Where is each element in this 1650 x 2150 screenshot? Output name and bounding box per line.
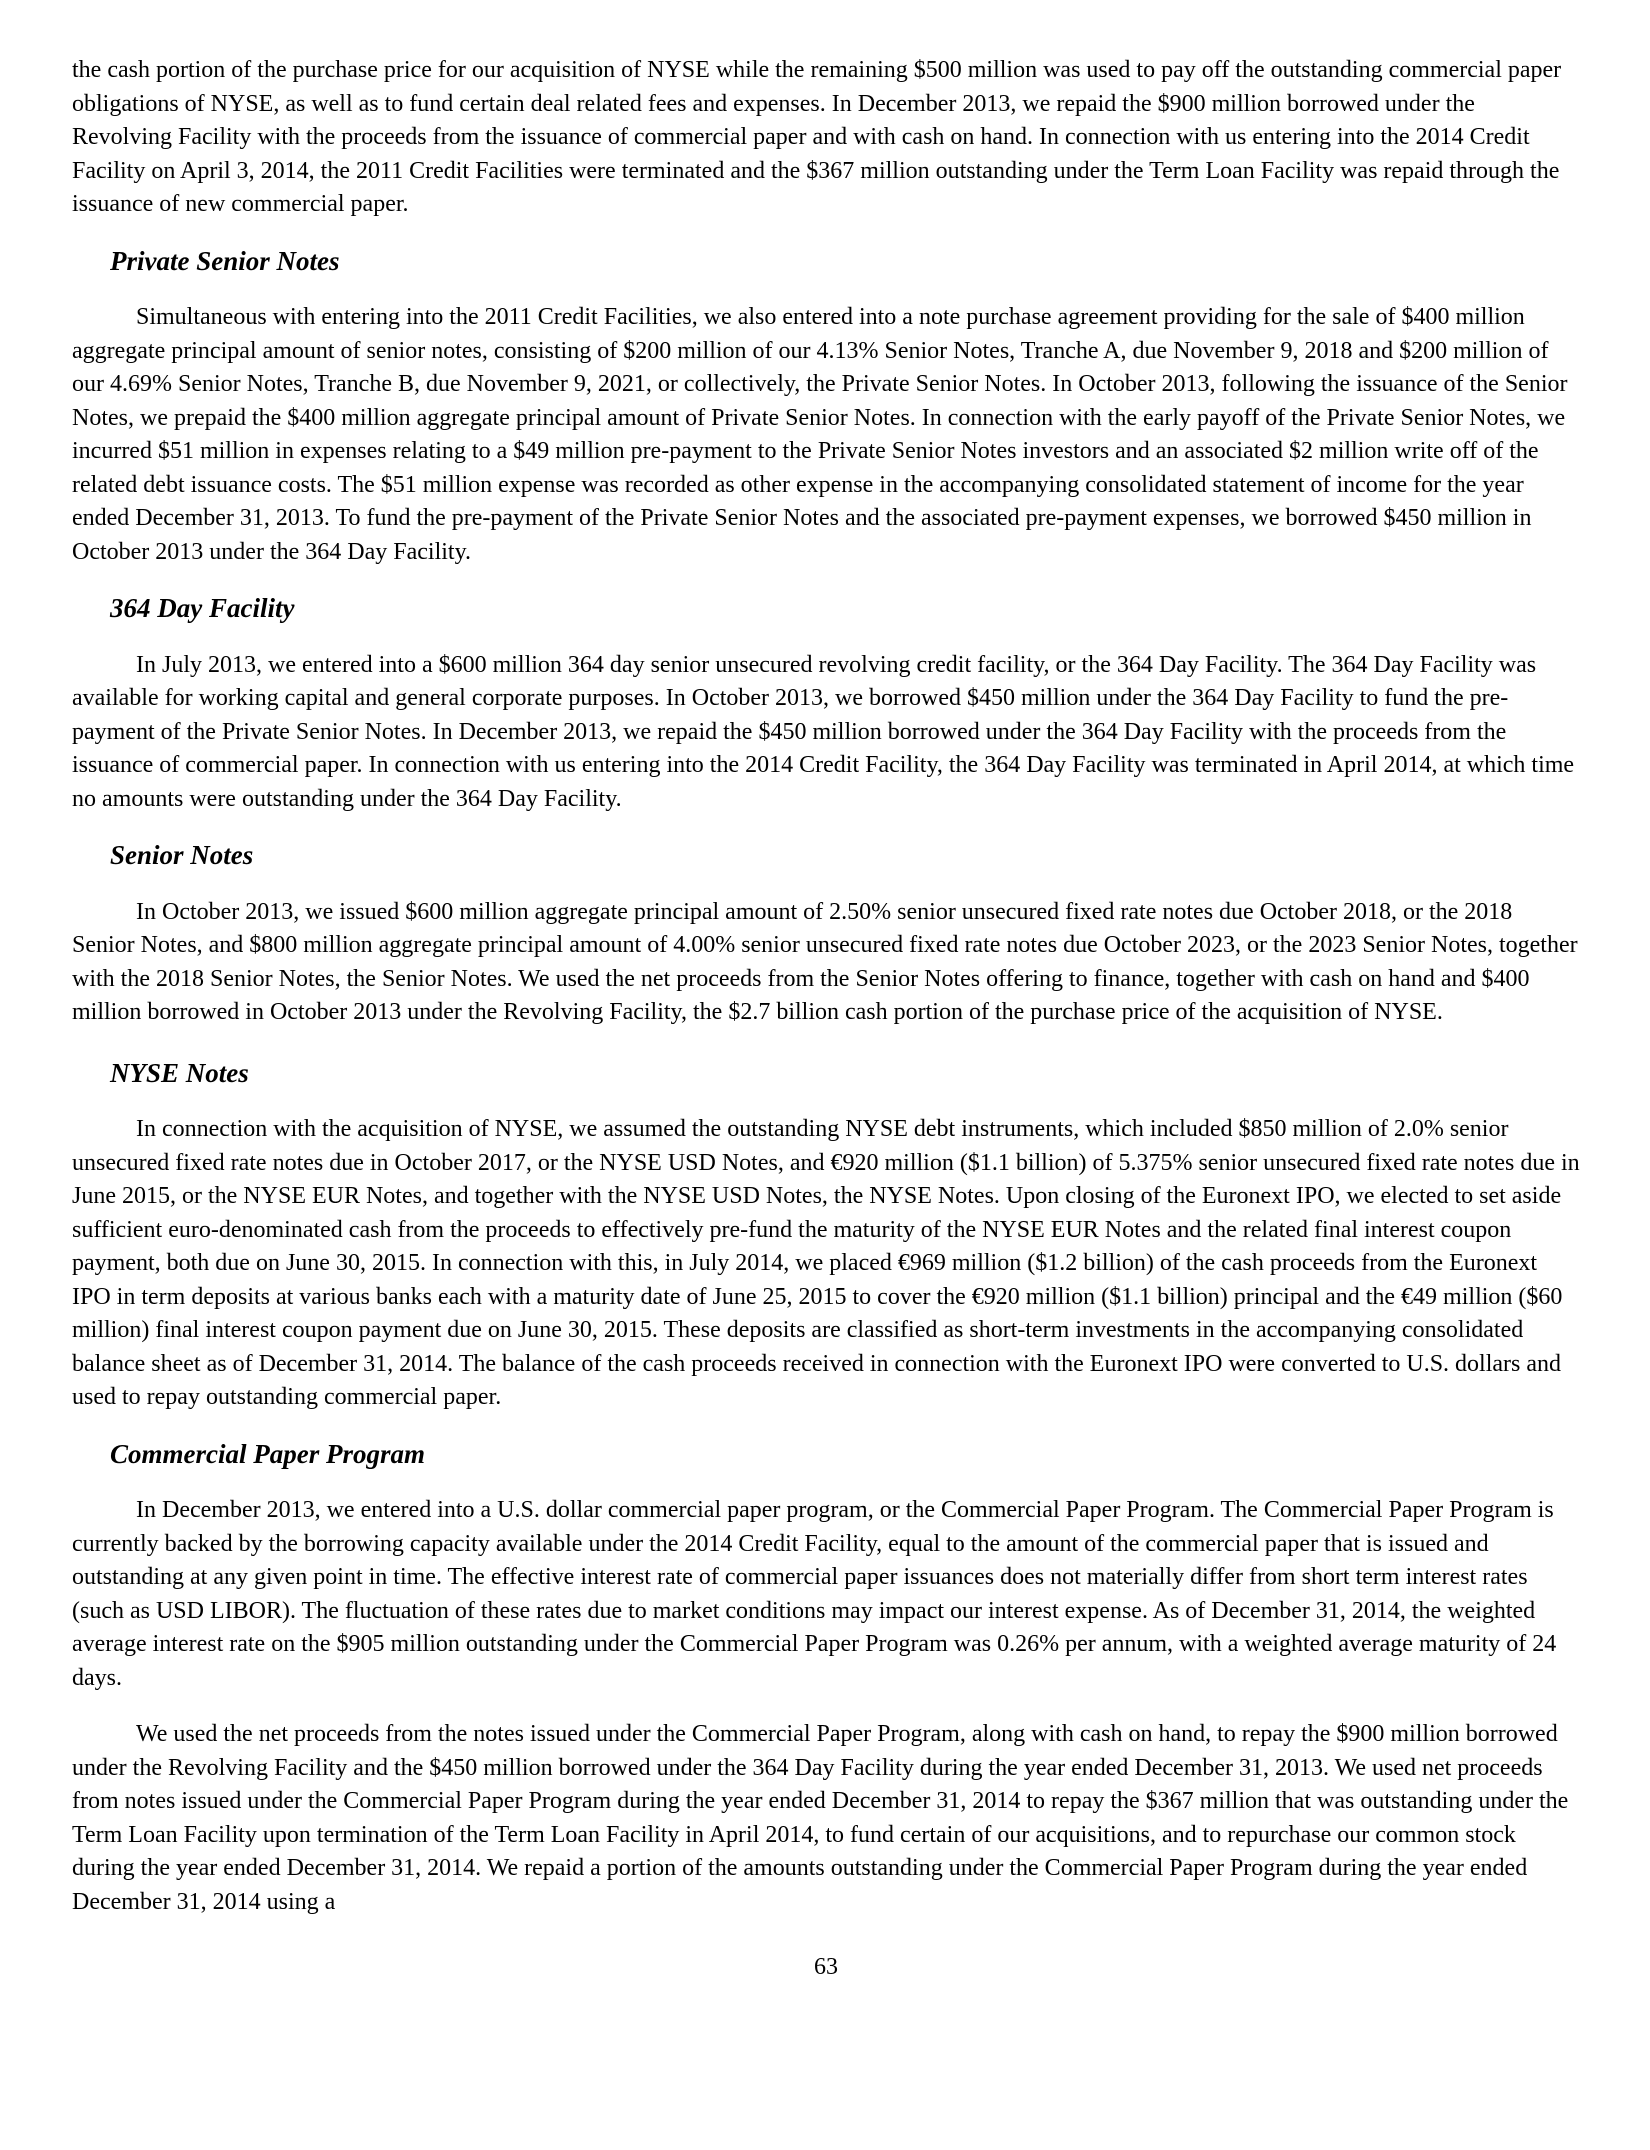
paragraph-senior-notes: In October 2013, we issued $600 million aggregate principal amount of 2.50% senior unsecured fixed rate notes due October 2018, or the 2018 Senior Notes, and $800 million aggregate principal amount of 4.00% senior unsecured fixed rate notes due October 2023, or the 2023 Senior Notes, together with the 2018 Senior Notes, the Senior Notes. We used the net proceeds from the Senior Notes offering to finance, together with cash on hand and $400 million borrowed in October 2013 under the Revolving Facility, the $2.7 billion cash portion of the purchase price of the acquisition of NYSE. [72, 898, 1578, 1025]
heading-senior-notes: Senior Notes [110, 840, 254, 870]
paragraph-commercial-paper-program: In December 2013, we entered into a U.S. dollar commercial paper program, or the Commercial Paper Program. The Commercial Paper Program is currently backed by the borrowing capacity available under the 2014 Credit Facility, equal to the amount of the commercial paper that is issued and outstanding at any given point in time. The effective interest rate of commercial paper issuances does not materially differ from short term interest rates (such as USD LIBOR). The fluctuation of these rates due to market conditions may impact our interest expense. As of December 31, 2014, the weighted average interest rate on the $905 million outstanding under the Commercial Paper Program was 0.26% per annum, with a weighted average maturity of 24 days. [72, 1497, 1557, 1691]
heading-364-day-facility: 364 Day Facility [110, 593, 295, 623]
paragraph-private-senior-notes: Simultaneous with entering into the 2011 Credit Facilities, we also entered into a note purchase agreement providing for the sale of $400 million aggregate principal amount of senior notes, consisting of $200 million of our 4.13% Senior Notes, Tranche A, due November 9, 2018 and $200 million of our 4.69% Senior Notes, Tranche B, due November 9, 2021, or collectively, the Private Senior Notes. In October 2013, following the issuance of the Senior Notes, we prepaid the $400 million aggregate principal amount of Private Senior Notes. In connection with the early payoff of the Private Senior Notes, we incurred $51 million in expenses relating to a $49 million pre-payment to the Private Senior Notes investors and an associated $2 million write off of the related debt issuance costs. The $51 million expense was recorded as other expense in the accompanying consolidated statement of income for the year ended December 31, 2013. To fund the pre-payment of the Private Senior Notes and the associated pre-payment expenses, we borrowed $450 million in October 2013 under the 364 Day Facility. [72, 304, 1568, 565]
heading-nyse-notes: NYSE Notes [110, 1057, 249, 1088]
paragraph-credit-facilities-continuation: the cash portion of the purchase price for our acquisition of NYSE while the remaining $500 million was used to pay off the outstanding commercial paper obligations of NYSE, as well as to fund certain deal related fees and expenses. In December 2013, we repaid the $900 million borrowed under the Revolving Facility with the proceeds from the issuance of commercial paper and with cash on hand. In connection with us entering into the 2014 Credit Facility on April 3, 2014, the 2011 Credit Facilities were terminated and the $367 million outstanding under the Term Loan Facility was repaid through the issuance of new commercial paper. [72, 57, 1562, 217]
paragraph-364-day-facility: In July 2013, we entered into a $600 million 364 day senior unsecured revolving credit facility, or the 364 Day Facility. The 364 Day Facility was available for working capital and general corporate purposes. In October 2013, we borrowed $450 million under the 364 Day Facility to fund the pre-payment of the Private Senior Notes. In December 2013, we repaid the $450 million borrowed under the 364 Day Facility with the proceeds from the issuance of commercial paper. In connection with us entering into the 2014 Credit Facility, the 364 Day Facility was terminated in April 2014, at which time no amounts were outstanding under the 364 Day Facility. [72, 651, 1575, 812]
heading-private-senior-notes: Private Senior Notes [110, 245, 340, 276]
paragraph-commercial-paper-proceeds: We used the net proceeds from the notes issued under the Commercial Paper Program, along with cash on hand, to repay the $900 million borrowed under the Revolving Facility and the $450 million borrowed under the 364 Day Facility during the year ended December 31, 2013. We used net proceeds from notes issued under the Commercial Paper Program during the year ended December 31, 2014 to repay the $367 million that was outstanding under the Term Loan Facility upon termination of the Term Loan Facility in April 2014, to fund certain of our acquisitions, and to repurchase our common stock during the year ended December 31, 2014. We repaid a portion of the amounts outstanding under the Commercial Paper Program during the year ended December 31, 2014 using a [72, 1721, 1569, 1915]
heading-commercial-paper-program: Commercial Paper Program [110, 1438, 425, 1469]
paragraph-nyse-notes: In connection with the acquisition of NYSE, we assumed the outstanding NYSE debt instruments, which included $850 million of 2.0% senior unsecured fixed rate notes due in October 2017, or the NYSE USD Notes, and €920 million ($1.1 billion) of 5.375% senior unsecured fixed rate notes due in June 2015, or the NYSE EUR Notes, and together with the NYSE USD Notes, the NYSE Notes. Upon closing of the Euronext IPO, we elected to set aside sufficient euro-denominated cash from the proceeds to effectively pre-fund the maturity of the NYSE EUR Notes and the related final interest coupon payment, both due on June 30, 2015. In connection with this, in July 2014, we placed €969 million ($1.2 billion) of the cash proceeds from the Euronext IPO in term deposits at various banks each with a maturity date of June 25, 2015 to cover the €920 million ($1.1 billion) principal and the €49 million ($60 million) final interest coupon payment due on June 30, 2015. These deposits are classified as short-term investments in the accompanying consolidated balance sheet as of December 31, 2014. The balance of the cash proceeds received in connection with the Euronext IPO were converted to U.S. dollars and used to repay outstanding commercial paper. [72, 1116, 1580, 1410]
page-number: 63 [814, 1954, 838, 1980]
